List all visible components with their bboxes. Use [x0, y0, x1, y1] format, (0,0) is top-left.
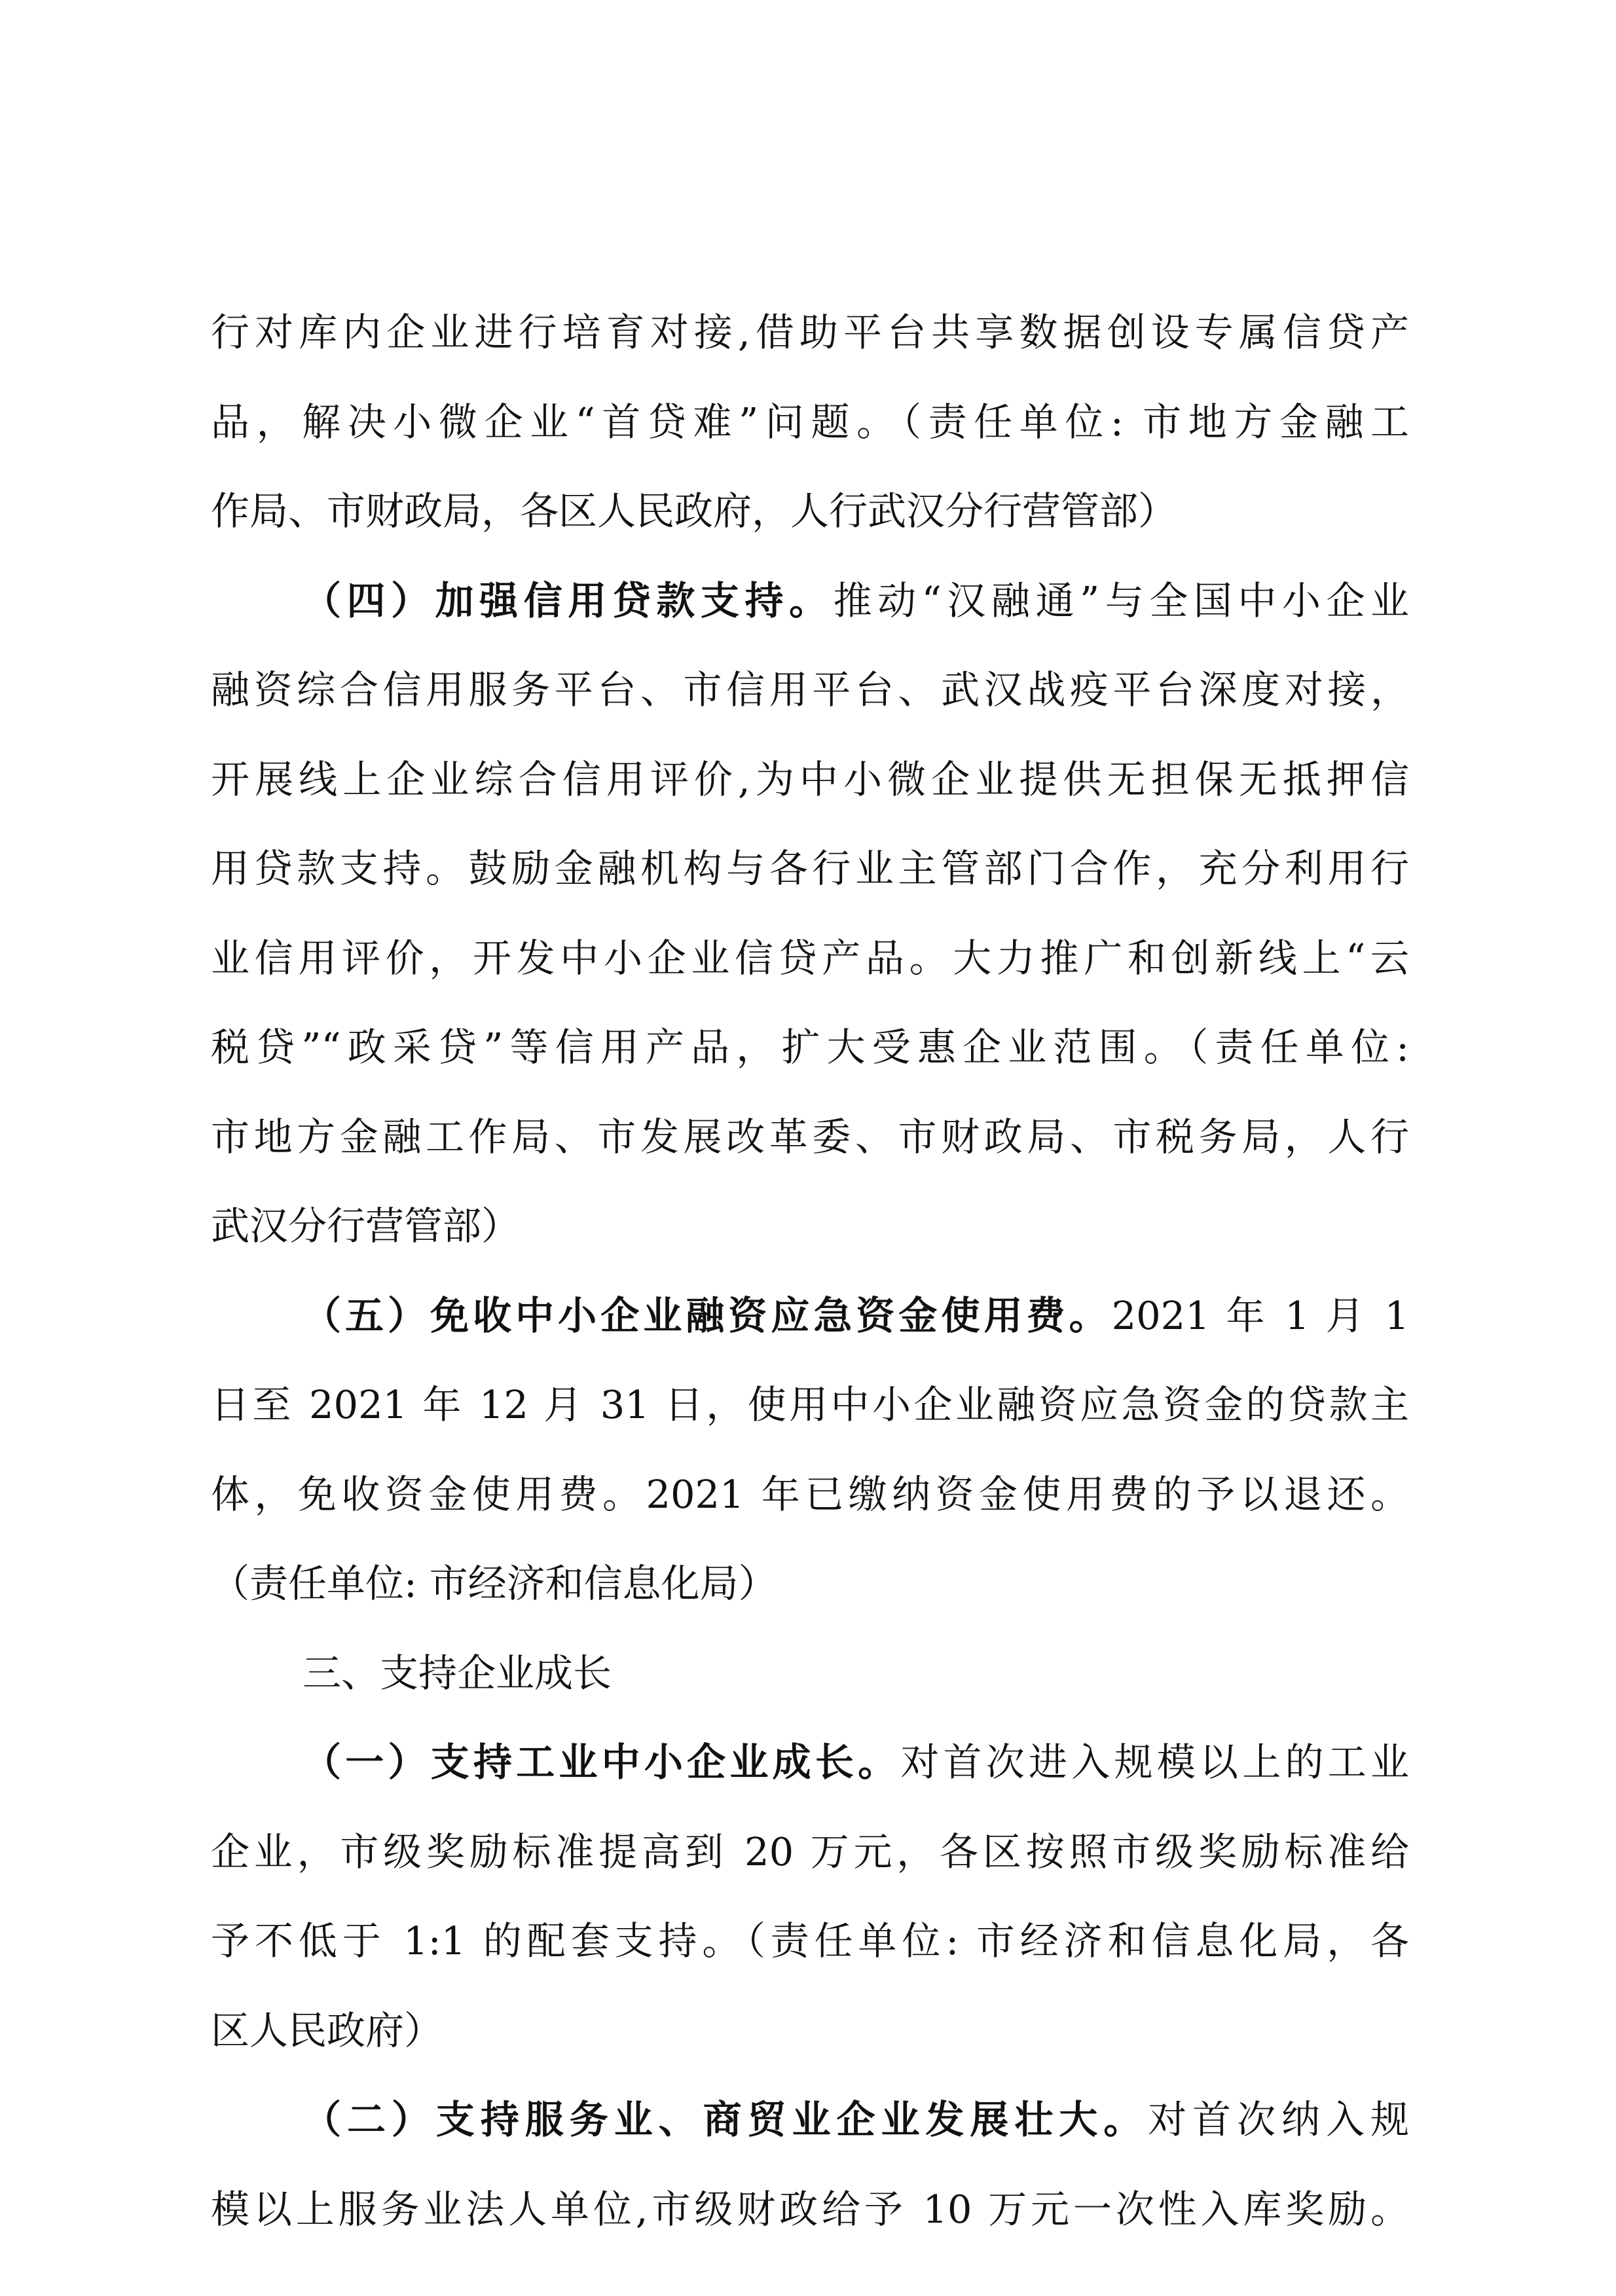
text-line: 日至 2021 年 12 月 31 日，使用中小企业融资应急资金的贷款主 — [211, 1382, 1409, 1427]
paragraph-services-trade — [211, 2075, 1409, 2254]
paragraph-emergency-fund — [211, 1271, 1409, 1629]
paragraph-industrial-sme — [211, 1718, 1409, 2075]
text-span: 2021 年 1 月 1 — [1111, 1292, 1409, 1338]
section-heading: 三、支持企业成长 — [303, 1650, 612, 1696]
text-line: 税贷”“政采贷”等信用产品，扩大受惠企业范围。（责任单位: — [211, 1025, 1409, 1070]
paragraph-heading: （五）免收中小企业融资应急资金使用费。 — [303, 1292, 1112, 1338]
text-line: 品，解决小微企业“首贷难”问题。（责任单位: 市地方金融工 — [211, 399, 1409, 445]
text-line: 融资综合信用服务平台、市信用平台、武汉战疫平台深度对接， — [211, 667, 1409, 712]
text-line: 体，免收资金使用费。2021 年已缴纳资金使用费的予以退还。 — [211, 1471, 1409, 1517]
text-line: 予不低于 1:1 的配套支持。（责任单位: 市经济和信息化局，各 — [211, 1918, 1409, 1963]
paragraph-heading: （二）支持服务业、商贸业企业发展壮大。 — [303, 2097, 1148, 2142]
text-line: 业信用评价，开发中小企业信贷产品。大力推广和创新线上“云 — [211, 935, 1409, 981]
text-line — [211, 556, 1409, 646]
text-span: 对首次进入规模以上的工业 — [900, 1740, 1409, 1785]
paragraph-heading: （四）加强信用贷款支持。 — [303, 577, 834, 623]
text-line: （责任单位: 市经济和信息化局） — [211, 1561, 777, 1606]
text-line — [211, 1271, 1409, 1361]
paragraph-1 — [211, 288, 1409, 556]
text-line: 市地方金融工作局、市发展改革委、市财政局、市税务局，人行 — [211, 1114, 1409, 1159]
text-line: 模以上服务业法人单位,市级财政给予 10 万元一次性入库奖励。 — [211, 2186, 1409, 2232]
text-span: 推动“汉融通”与全国中小企业 — [833, 577, 1409, 623]
text-line: 用贷款支持。鼓励金融机构与各行业主管部门合作，充分利用行 — [211, 846, 1409, 891]
text-span: 对首次纳入规 — [1148, 2097, 1409, 2142]
paragraph-heading: （一）支持工业中小企业成长。 — [303, 1740, 901, 1785]
text-line: 行对库内企业进行培育对接,借助平台共享数据创设专属信贷产 — [211, 310, 1409, 355]
text-line — [211, 2075, 1409, 2165]
text-line: 企业，市级奖励标准提高到 20 万元，各区按照市级奖励标准给 — [211, 1829, 1409, 1874]
text-line: 武汉分行营管部） — [211, 1203, 521, 1248]
text-line: 作局、市财政局，各区人民政府，人行武汉分行营管部） — [211, 488, 1177, 534]
paragraph-credit-loan — [211, 556, 1409, 1271]
text-line: 区人民政府） — [211, 2007, 443, 2053]
document-body — [211, 288, 1409, 2254]
text-line — [211, 1718, 1409, 1808]
text-line: 开展线上企业综合信用评价,为中小微企业提供无担保无抵押信 — [211, 756, 1409, 802]
